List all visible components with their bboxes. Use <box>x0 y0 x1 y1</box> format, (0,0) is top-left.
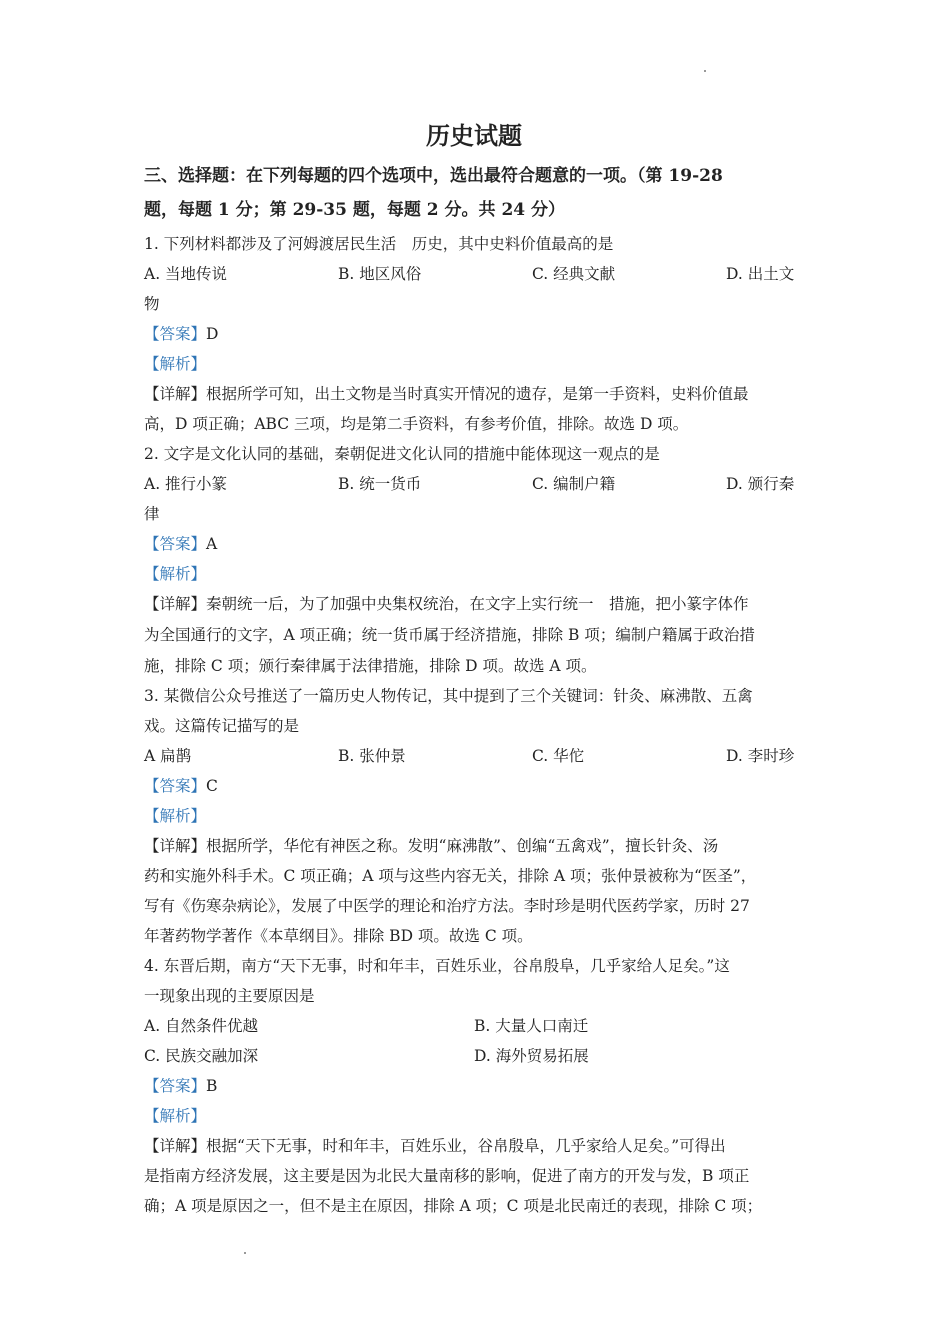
option-a: A 扁鹊 <box>144 747 192 765</box>
detail-line-4: 年著药物学著作《本草纲目》。排除 BD 项。故选 C 项。 <box>144 927 533 945</box>
option-d: D. 颁行秦 <box>726 475 795 493</box>
answer-label: 【答案】 <box>144 535 207 553</box>
answer-value: C <box>206 777 218 795</box>
answer-label: 【答案】 <box>144 325 207 343</box>
options-row-1 <box>144 1011 804 1041</box>
corner-mark-bottom <box>244 1252 246 1254</box>
detail-line-1 <box>144 379 804 409</box>
page-title: 历史试题 <box>426 121 522 150</box>
question-1 <box>144 229 804 439</box>
exam-page <box>144 112 804 1221</box>
detail-line-3: 施，排除 C 项；颁行秦律属于法律措施，排除 D 项。故选 A 项。 <box>144 657 597 675</box>
analysis-label: 【解析】 <box>144 1107 207 1125</box>
option-d: D. 李时珍 <box>726 747 795 765</box>
option-b: B. 大量人口南迁 <box>474 1017 589 1035</box>
options-row <box>144 259 804 289</box>
option-a: A. 自然条件优越 <box>144 1017 259 1035</box>
analysis-label: 【解析】 <box>144 565 207 583</box>
detail-label: 【详解】 <box>144 385 207 403</box>
answer-line <box>144 319 804 349</box>
question-stem-line-1: 4. 东晋后期，南方“天下无事，时和年丰，百姓乐业，谷帛殷阜，几乎家给人足矣。”这 <box>144 957 730 975</box>
detail-line-2: 药和实施外科手术。C 项正确；A 项与这些内容无关，排除 A 项；张仲景被称为“医圣”， <box>144 867 757 885</box>
corner-mark-top <box>704 70 706 72</box>
question-2 <box>144 439 804 681</box>
section-heading-line-1: 三、选择题：在下列每题的四个选项中，选出最符合题意的一项。（第 19-28 <box>144 166 723 186</box>
detail-line-3: 写有《伤寒杂病论》，发展了中医学的理论和治疗方法。李时珍是明代医药学家，历时 27 <box>144 897 750 915</box>
detail-line-1 <box>144 831 804 861</box>
detail-line-2: 高，D 项正确；ABC 三项，均是第二手资料，有参考价值，排除。故选 D 项。 <box>144 415 689 433</box>
answer-value: D <box>206 325 219 343</box>
detail-label: 【详解】 <box>144 1137 207 1155</box>
detail-line-1 <box>144 589 804 619</box>
options-row <box>144 469 804 499</box>
question-stem-line-2: 戏。这篇传记描写的是 <box>144 717 300 735</box>
question-3 <box>144 681 804 951</box>
detail-text: 秦朝统一后，为了加强中央集权统治，在文字上实行统一 措施，把小篆字体作 <box>206 595 749 613</box>
option-b: B. 张仲景 <box>338 747 406 765</box>
option-b: B. 统一货币 <box>338 475 422 493</box>
detail-label: 【详解】 <box>144 595 207 613</box>
answer-line <box>144 529 804 559</box>
option-d: D. 出土文 <box>726 265 795 283</box>
option-d-wrap: 律 <box>144 505 160 523</box>
answer-label: 【答案】 <box>144 1077 207 1095</box>
answer-line <box>144 771 804 801</box>
option-d: D. 海外贸易拓展 <box>474 1047 589 1065</box>
detail-text: 根据“天下无事，时和年丰，百姓乐业，谷帛殷阜，几乎家给人足矣。”可得出 <box>206 1137 726 1155</box>
option-c: C. 编制户籍 <box>532 475 616 493</box>
option-c: C. 民族交融加深 <box>144 1047 259 1065</box>
answer-label: 【答案】 <box>144 777 207 795</box>
option-c: C. 经典文献 <box>532 265 616 283</box>
analysis-label: 【解析】 <box>144 807 207 825</box>
detail-line-3: 确；A 项是原因之一，但不是主在原因，排除 A 项；C 项是北民南迁的表现，排除 C 项； <box>144 1197 763 1215</box>
answer-line <box>144 1071 804 1101</box>
question-stem: 2. 文字是文化认同的基础，秦朝促进文化认同的措施中能体现这一观点的是 <box>144 445 660 463</box>
detail-text: 根据所学，华佗有神医之称。发明“麻沸散”、创编“五禽戏”，擅长针灸、汤 <box>206 837 719 855</box>
detail-line-1 <box>144 1131 804 1161</box>
option-b: B. 地区风俗 <box>338 265 422 283</box>
options-row <box>144 741 804 771</box>
question-stem-line-2: 一现象出现的主要原因是 <box>144 987 315 1005</box>
option-a: A. 当地传说 <box>144 265 228 283</box>
option-d-wrap: 物 <box>144 295 160 313</box>
question-4 <box>144 951 804 1221</box>
answer-value: A <box>206 535 218 553</box>
option-a: A. 推行小篆 <box>144 475 228 493</box>
question-stem: 1. 下列材料都涉及了河姆渡居民生活 历史，其中史料价值最高的是 <box>144 235 614 253</box>
question-stem-line-1: 3. 某微信公众号推送了一篇历史人物传记，其中提到了三个关键词：针灸、麻沸散、五禽 <box>144 687 753 705</box>
option-c: C. 华佗 <box>532 747 585 765</box>
analysis-label: 【解析】 <box>144 355 207 373</box>
answer-value: B <box>206 1077 218 1095</box>
detail-text: 根据所学可知，出土文物是当时真实开情况的遗存，是第一手资料，史料价值最 <box>206 385 749 403</box>
section-heading-line-2: 题，每题 1 分；第 29-35 题，每题 2 分。共 24 分） <box>144 200 566 220</box>
detail-label: 【详解】 <box>144 837 207 855</box>
detail-line-2: 是指南方经济发展，这主要是因为北民大量南移的影响，促进了南方的开发与发，B 项正 <box>144 1167 750 1185</box>
options-row-2 <box>144 1041 804 1071</box>
detail-line-2: 为全国通行的文字，A 项正确；统一货币属于经济措施，排除 B 项；编制户籍属于政治措 <box>144 626 755 644</box>
